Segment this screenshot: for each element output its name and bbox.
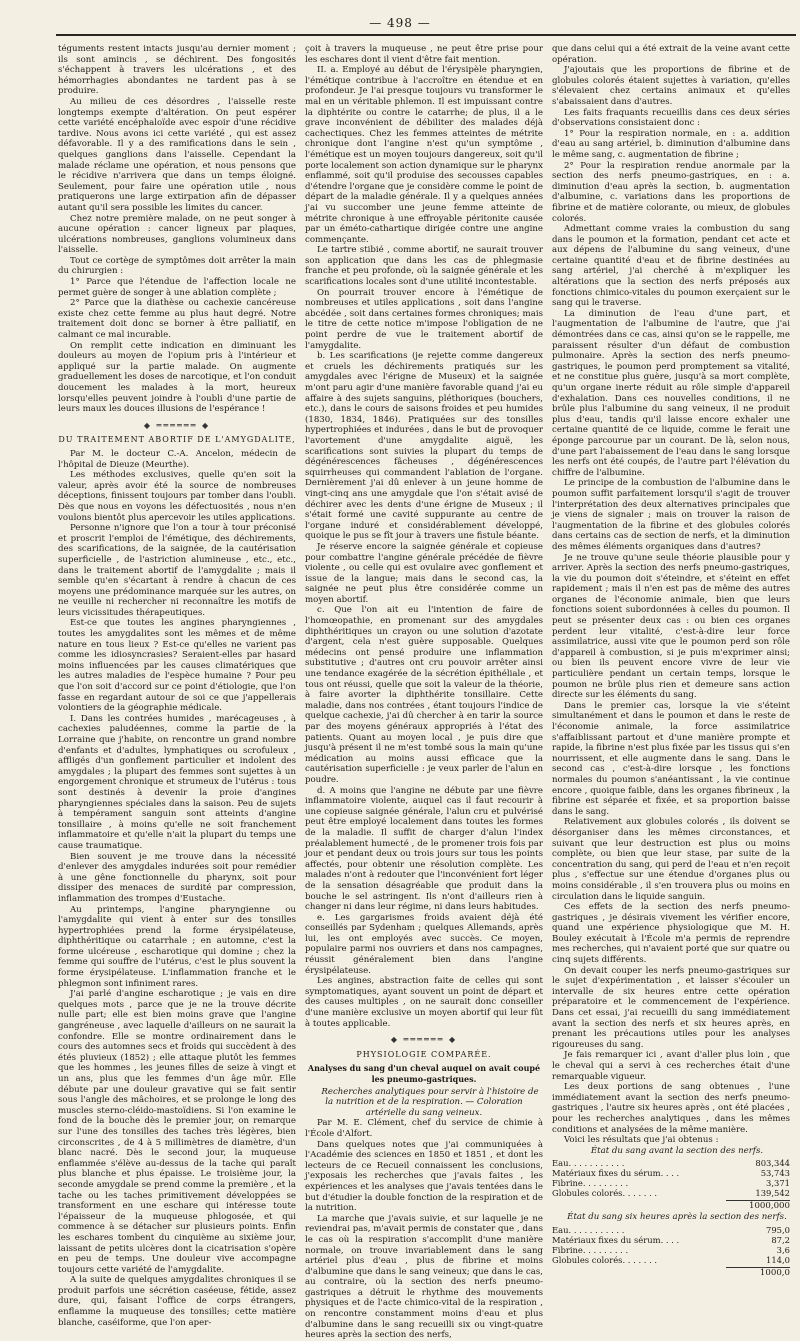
row-value: 139,542 [755, 1188, 790, 1199]
paragraph: çoit à travers la muqueuse , ne peut être prise pour les eschares dont il vient d'être fait mention. [305, 44, 543, 65]
table-caption: État du sang avant la section des nerfs. [590, 1145, 764, 1156]
row-label: Matériaux fixes du sérum. . . . [552, 1168, 680, 1179]
paragraph: I. Dans les contrées humides , marécageuses , à cachexies paludéennes, comme la partie de la Lorraine que j'habite, on rencontre un grand nombre d'enfants et d'adultes, lymphatiques ou scrofuleux , affligés d'un gonflement particulier et indolent des amygdales ; la plupart des femmes sont sujettes à un engorgement chronique et strumeux de l'utérus : tous sont destinés à devenir la proie d'angines pharyngiennes spéciales dans la saison. Peu de sujets à tempérament sanguin sont atteints d'angine tonsillaire , à moins qu'elle ne soit franchement inflammatoire et qu'elle n'ait la plupart du temps une cause traumatique. [58, 713, 296, 851]
table-row [552, 1225, 790, 1235]
paragraph: Les faits fraquants recueillis dans ces deux séries d'observations consistaient donc : [552, 107, 790, 129]
paragraph: Bien souvent je me trouve dans la nécessité d'enlever des amygdales indurées soit pour remédier à une gêne fonctionnelle du pharynx, soit pour dissiper des menaces de surdité par compression, inflammation des trompes d'Eustache. [58, 851, 296, 904]
paragraph: Dans quelques notes que j'ai communiquées à l'Académie des sciences en 1850 et 1851 , et dont les lecteurs de ce Recueil connaissent les conclusions, j'exposais les recherches que j'avais faites , les expériences et les analyses que j'avais tentées dans le but d'étudier la double fonction de la respiration et de la nutrition. [305, 1139, 543, 1214]
paragraph: A la suite de quelques amygdalites chroniques il se produit parfois une sécrétion caséeuse, fétide, assez dure, qui, faisant l'office de corps étrangers, enflamme la muqueuse des tonsilles; cette matière blanche, caséiforme, que l'on aper- [58, 1275, 296, 1328]
row-value: 87,2 [771, 1234, 790, 1245]
paragraph: Je réserve encore la saignée générale et copieuse pour combattre l'angine générale précédée de fièvre violente , ou celle qui est ovulaire avec gonflement et issue de la langue; mais dans le second cas, la saignée ne peut plus être considérée comme un moyen abortif. [305, 541, 543, 605]
paragraph: Ces effets de la section des nerfs pneumo-gastriques , je désirais vivement les vérifier encore, quand une expérience physiologique que M. H. Bouley exécutait à l'École m'a permis de reprendre mes recherches, qui n'avaient porté que sur quatre ou cinq sujets différents. [552, 902, 790, 966]
paragraph: téguments restent intacts jusqu'au dernier moment ; ils sont amincis , se déchirent. Des fongosités s'échappent à travers les ulcérations , et des hémorrhagies abondantes ne tardent pas à se produire. [58, 44, 296, 97]
paragraph: que dans celui qui a été extrait de la veine avant cette opération. [552, 44, 790, 65]
paragraph: Les angines, abstraction faite de celles qui sont symptomatiques, ayant souvent un point de départ et des causes multiples , on ne saurait donc conseiller d'une manière exclusive un moyen abortif qui leur fût à toutes applicable. [305, 976, 543, 1029]
row-label: Fibrine. . . . . . . . . [552, 1178, 629, 1189]
row-label: Matériaux fixes du sérum. . . . [552, 1234, 680, 1245]
table-caption: État du sang six heures après la section des nerfs. [567, 1211, 787, 1222]
page-number: — 498 — [369, 16, 431, 30]
paragraph: Est-ce que toutes les angines pharyngiennes , toutes les amygdalites sont les mêmes et de même nature en tous lieux ? Est-ce qu'elles ne varient pas comme les idiosyncrasies? Seraient-elles par hasard moins influencées par les causes climatériques que les autres maladies de l'espèce humaine ? Pour peu que l'on soit d'accord sur ce point d'étiologie, que l'on fasse en regardant autour de soi ce que j'appellerais volontiers de la géographie médicale. [58, 618, 296, 714]
table-row [552, 1188, 790, 1198]
paragraph: Je fais remarquer ici , avant d'aller plus loin , que le cheval qui a servi à ces recherches était d'une remarquable vigueur. [552, 1050, 790, 1082]
row-value: 53,743 [760, 1168, 790, 1179]
paragraph: 2° Parce que la diathèse ou cachexie cancéreuse existe chez cette femme au plus haut degré. Notre traitement doit donc se borner à être palliatif, en calmant ce mal incurable. [58, 298, 296, 341]
table-row [552, 1245, 790, 1255]
row-value: 803,344 [755, 1158, 790, 1169]
row-label: Eau. . . . . . . . . . . [552, 1158, 625, 1169]
row-value: 114,0 [766, 1254, 790, 1265]
table-row [552, 1178, 790, 1188]
section-separator: ◆ ══════ ◆ [390, 1035, 458, 1045]
paragraph: 1° Pour la respiration normale, en : a. addition d'eau au sang artériel, b. diminution d'albumine dans le même sang, c. augmentation de fibrine ; [552, 128, 790, 160]
paragraph: b. Les scarifications (je rejette comme dangereux et cruels les déchirements pratiqués sur les amygdales avec l'érigne de Museux) et la saignée m'ont paru agir d'une manière favorable quand j'ai eu affaire à des sujets sanguins, pléthoriques (bouchers, etc.), dans le cours de saisons froides et peu humides (1830, 1834, 1846). Pratiquées sur des tonsilles hypertrophiées et indurées , dans le but de provoquer l'avortement d'une amygdalite aiguë, les scarifications sont suivies la plupart du temps de dégénérescences fâcheuses , dégénérescences squirrheuses qui commandent l'ablation de l'organe. Dernièrement j'ai dû enlever à un jeune homme de vingt-cinq ans une amygdale que l'on s'était avisé de déchirer avec les dents d'une érigne de Museux ; il s'était formé une cavité suppurante au centre de l'organe induré et considérablement développé, quoique le pus se fît jour à travers une fistule béante. [305, 351, 543, 542]
row-label: Fibrine. . . . . . . . . [552, 1244, 629, 1255]
row-label: Eau. . . . . . . . . . . [552, 1224, 625, 1235]
column-right [552, 44, 790, 1278]
row-label: Globules colorés. . . . . . . [552, 1254, 658, 1265]
paragraph: J'ajoutais que les proportions de fibrine et de globules colorés étaient sujettes à variation, qu'elles s'élevaient chez certains animaux et qu'elles s'abaissaient dans d'autres. [552, 65, 790, 107]
paragraph: Tout ce cortège de symptômes doit arrêter la main du chirurgien : [58, 255, 296, 277]
table-row [552, 1158, 790, 1168]
paragraph: On pourrait trouver encore à l'émétique de nombreuses et utiles applications , soit dans l'angine abcédée , soit dans certaines formes chroniques; mais le titre de cette notice m'impose l'obligation de ne point perdre de vue le traitement abortif de l'amygdalite. [305, 287, 543, 351]
row-label: Globules colorés. . . . . . . [552, 1188, 658, 1199]
paragraph: Voici les résultats que j'ai obtenus : [564, 1135, 719, 1146]
row-value: 3,371 [766, 1178, 790, 1189]
paragraph: Le principe de la combustion de l'albumine dans le poumon suffit parfaitement lorsqu'il s'agit de trouver l'interprétation des deux alternatives principales que je viens de signaler ; mais on trouver la raison de l'augmentation de la fibrine et des globules colorés dans certains cas de section de nerfs, et la diminution des mêmes éléments organiques dans d'autres? [552, 478, 790, 552]
table-row [552, 1168, 790, 1178]
table-total: 1000,0 [726, 1267, 790, 1279]
row-value: 795,0 [766, 1224, 790, 1235]
byline: Par M. le docteur C.-A. Ancelon, médecin de l'hôpital de Dieuze (Meurthe). [58, 448, 296, 470]
byline: Par M. E. Clément, chef du service de chimie à l'École d'Alfort. [305, 1118, 543, 1139]
paragraph: e. Les gargarismes froids avaient déjà été conseillés par Sydenham ; quelques Allemands, après lui, les ont employés avec succès. Ce moyen, populaire parmi nos ouvriers et dans nos campagnes, réussit généralement bien dans l'angine érysipélateuse. [305, 912, 543, 976]
paragraph: 1° Parce que l'étendue de l'affection locale ne permet guère de songer à une ablation complète ; [58, 277, 296, 298]
table-total: 1000,000 [726, 1200, 790, 1212]
paragraph: Admettant comme vraies la combustion du sang dans le poumon et la formation, pendant cet acte et aux dépens de l'albumine du sang veineux, d'une certaine quantité d'eau et de fibrine destinées au sang artériel, j'ai cherché à m'expliquer les altérations que la section des nerfs préposés aux fonctions chimico-vitales du poumon exerçaient sur le sang qui le traverse. [552, 224, 790, 309]
section-title: DU TRAITEMENT ABORTIF DE L'AMYGDALITE, [58, 435, 296, 445]
paragraph: Je ne trouve qu'une seule théorie plausible pour y arriver. Après la section des nerfs pneumo-gastriques, la vie du poumon doit s'éteindre, et s'éteint en effet rapidement ; mais il n'en est pas de même des autres organes de l'économie animale, bien que leurs fonctions soient subordonnées à celles du poumon. Il peut se présenter deux cas : ou bien ces organes perdent leur vitalité, c'est-à-dire leur force assimilatrice, aussi vite que le poumon perd son rôle d'appareil à combustion, si je puis m'exprimer ainsi; ou bien ils peuvent encore vivre de leur vie particulière pendant un certain temps, lorsque le poumon ne brûle plus rien et demeure sans action directe sur les éléments du sang. [552, 552, 790, 701]
paragraph: Chez notre première malade, on ne peut songer à aucune opération : cancer ligneux par plaques, ulcérations nombreuses, ganglions volumineux dans l'aisselle. [58, 213, 296, 256]
paragraph: La marche que j'avais suivie, et sur laquelle je ne reviendrai pas, m'avait permis de constater que , dans le cas où la respiration s'accomplit d'une manière normale, on trouve invariablement dans le sang artériel plus d'eau , plus de fibrine et moins d'albumine que dans le sang veineux; que dans le cas, au contraire, où la section des nerfs pneumo-gastriques a détruit le rhythme des mouvements physiques et de l'acte chimico-vital de la respiration , on rencontre constamment moins d'eau et plus d'albumine dans le sang recueilli six ou vingt-quatre heures après la section des nerfs, [305, 1213, 543, 1341]
paragraph: On devait couper les nerfs pneumo-gastriques sur le sujet d'expérimentation , et laisser s'écouler un intervalle de six heures entre cette opération préparatoire et le commencement de l'expérience. Dans cet essai, j'ai recueilli du sang immédiatement avant la section des nerfs et six heures après, en prenant les précautions utiles pour les analyses rigoureuses du sang. [552, 965, 790, 1050]
paragraph: Au printemps, l'angine pharyngienne ou l'amygdalite qui vient à enter sur des tonsilles hypertrophiées prend la forme érysipélateuse, diphthéritique ou catarrhale ; en automne, c'est la forme ulcéreuse , escharotique qui domine ; chez la femme qui souffre de l'utérus, c'est le plus souvent la forme érysipélateuse. L'inflammation franche et le phlegmon sont infiniment rares. [58, 904, 296, 989]
paragraph: J'ai parlé d'angine escharotique ; je vais en dire quelques mots , parce que je ne la trouve décrite nulle part; elle est bien moins grave que l'angine gangréneuse , avec laquelle d'ailleurs on ne saurait la confondre. Elle se montre ordinairement dans le cours des automnes secs et froids qui succèdent à des étés pluvieux (1852) ; elle attaque plutôt les femmes que les hommes , les jeunes filles de seize à vingt et un ans, plus que les femmes d'un âge mûr. Elle débute par une douleur gravative qui se fait sentir sous l'angle des mâchoires, et se prolonge le long des muscles sterno-cléido-mastoïdiens. Si l'on examine le fond de la bouche dès le premier jour, on remarque sur l'une des tonsilles des taches très légères, bien circonscrites , de 4 à 5 millimètres de diamètre, d'un blanc nacré. Dès le second jour, la muqueuse enflammée s'élève au-dessus de la tache qui paraît plus blanche et plus épaisse. Le troisième jour, la seconde amygdale se prend comme la première , et la tache ou les taches primitivement développées se transforment en une eschare qui intéresse toute l'épaisseur de la muqueuse phlogosée, et qui commence à se détacher sur plusieurs points. Enfin les eschares tombent du cinquième au sixième jour, laissant de petits ulcères dont la cicatrisation s'opère en peu de temps. Une douleur vive accompagne toujours cette variété de l'amygdalite. [58, 989, 296, 1275]
header-rule [56, 34, 796, 36]
paragraph: Le tartre stibié , comme abortif, ne saurait trouver son application que dans les cas de phlegmasie franche et peu profonde, où la saignée générale et les scarifications locales sont d'une utilité incontestable. [305, 245, 543, 288]
paragraph: On remplit cette indication en diminuant les douleurs au moyen de l'opium pris à l'intérieur et appliqué sur la partie malade. On augmente graduellement les doses de narcotique, et l'on conduit doucement les malades à la mort, heureux lorsqu'elles peuvent joindre à l'oubli d'une partie de leurs maux les douces illusions de l'espérance ! [58, 340, 296, 415]
paragraph: Les deux portions de sang obtenues , l'une immédiatement avant la section des nerfs pneumo-gastriques , l'autre six heures après , ont été placées , pour les recherches analytiques , dans les mêmes conditions et analysées de la même manière. [552, 1082, 790, 1135]
section-separator: ◆ ══════ ◆ [143, 420, 211, 430]
paragraph: c. Que l'on ait eu l'intention de faire de l'homœopathie, en promenant sur des amygdales diphthéritiques un crayon ou une solution d'azotate d'argent, cela n'est guère supposable. Quelques médecins ont pensé produire une inflammation substitutive ; d'autres ont cru pouvoir arrêter ainsi une tendance exagérée de la sécrétion épithéliale , et tous ont réussi, quelle que soit la valeur de la théorie, à faire avorter la diphthérite tonsillaire. Cette maladie, dans nos contrées , étant toujours l'indice de quelque cachexie, j'ai dû chercher à en tarir la source par des moyens généraux appropriés à l'état des patients. Quant au moyen local , je puis dire que jusqu'à présent il ne m'est tombé sous la main qu'une médication au moins aussi efficace que la cautérisation superficielle : je veux parler de l'alun en poudre. [305, 605, 543, 785]
table-row [552, 1235, 790, 1245]
paragraph: Relativement aux globules colorés , ils doivent se désorganiser dans les mêmes circonstances, et suivant que leur destruction est plus ou moins complète, ou bien que leur stase, par suite de la concentration du sang, qui perd de l'eau et n'en reçoit plus , s'effectue sur une étendue d'organes plus ou moins considérable , il s'en trouvera plus ou moins en circulation dans le liquide sanguin. [552, 817, 790, 902]
article-subtitle: Recherches analytiques pour servir à l'histoire de la nutrition et de la respiration. — Coloration artérielle du sang veineux. [321, 1086, 539, 1118]
column-middle [305, 44, 543, 1341]
paragraph: La diminution de l'eau d'une part, et l'augmentation de l'albumine de l'autre, que j'ai démontrées dans ce cas, ainsi qu'on se le rappelle, me paraissent résulter d'un défaut de combustion pulmonaire. Après la section des nerfs pneumo-gastriques, le poumon perd promptement sa vitalité, et ne constitue plus guère, jusqu'à sa mort complète, qu'un organe inerte réduit au rôle simple d'appareil d'exhalation. Dans ces nouvelles conditions, il ne brûle plus l'albumine du sang veineux, il ne produit plus d'eau, tandis qu'il laisse encore exhaler une certaine quantité de ce liquide, comme le ferait une éponge parcourue par un courant. De là, selon nous, d'une part l'abaissement de l'eau dans le sang lorsque les nerfs ont été coupés, de l'autre part l'élévation du chiffre de l'albumine. [552, 308, 790, 478]
row-value: 3,6 [776, 1244, 790, 1255]
paragraph: II. a. Employé au début de l'érysipèle pharyngien, l'émétique contribue à l'accroître en étendue et en profondeur. Je l'ai presque toujours vu transformer le mal en un véritable phlemon. Il est impuissant contre la diphtérite ou contre le catarrhe; de plus, il a le grave inconvénient de débiliter des malades déjà cachectiques. Chez les femmes atteintes de métrite chronique dont l'angine n'est qu'un symptôme , l'émétique est un moyen toujours dangereux, soit qu'il porte localement son action dynamique sur le pharynx enflammé, soit qu'il produise des secousses capables d'étendre l'organe que je considère comme le point de départ de la maladie générale. Il y a quelques années j'ai vu succomber une jeune femme atteinte de métrite chronique à une effroyable péritonite causée par un éméto-cathartique dirigée contre une angine commençante. [305, 65, 543, 245]
blood-table-after [552, 1225, 790, 1265]
blood-table-before [552, 1158, 790, 1198]
paragraph: Personne n'ignore que l'on a tour à tour préconisé et proscrit l'emploi de l'émétique, des déchirements, des scarifications, de la saignée, de la cautérisation superficielle , de l'astriction alumineuse , etc., etc., dans le traitement abortif de l'amygdalite ; mais il semble qu'en s'écartant à rendre à chacun de ces moyens une prédominance marquée sur les autres, on ne veuille ni rechercher ni reconnaître les motifs de leurs vicissitudes thérapeutiques. [58, 523, 296, 618]
paragraph: Au milieu de ces désordres , l'aisselle reste longtemps exempte d'altération. On peut espérer cette variété encéphaloïde avec espoir d'une récidive tardive. Nous avons ici cette variété , qui est assez défavorable. Il y a des ramifications dans le sein , quelques ganglions dans l'aisselle. Cependant la malade réclame une opération, et nous pensons que le récidive n'arrivera que dans un temps éloigné. Seulement, pour faire une opération utile , nous pratiquerons une large extirpation afin de dépasser autant qu'il sera possible les limites du cancer. [58, 96, 296, 213]
article-title: Analyses du sang d'un cheval auquel on avait coupé les pneumo-gastriques. [307, 1063, 541, 1084]
column-left [58, 44, 296, 1328]
paragraph: Les méthodes exclusives, quelle qu'en soit la valeur, après avoir été la source de nombreuses déceptions, finissent toujours par tomber dans l'oubli. Dès que nous en voyons les défectuosités , nous n'en voulons bientôt plus apercevoir les utiles applications. [58, 470, 296, 523]
section-title: PHYSIOLOGIE COMPARÉE. [356, 1049, 492, 1059]
paragraph: Dans le premier cas, lorsque la vie s'éteint simultanément et dans le poumon et dans le reste de l'économie animale, la force assimilatrice s'affaiblissant partout et d'une manière prompte et rapide, la fibrine n'est plus fixée par les tissus qui s'en nourrissent, et elle augmente dans le sang. Dans le second cas , c'est-à-dire lorsque , les fonctions normales du poumon s'anéantissant , la vie continue encore , quoique faible, dans les organes fibrineux , la fibrine est séparée et fixée, et sa proportion baisse dans le sang. [552, 700, 790, 817]
paragraph: d. A moins que l'angine ne débute par une fièvre inflammatoire violente, auquel cas il faut recourir à une copieuse saignée générale, l'alun cru et pulvérisé peut être employé localement dans toutes les formes de la maladie. Il suffit de charger d'alun l'index préalablement humecté , de le promener trois fois par jour et pendant deux ou trois jours sur tous les points affectés, pour obtenir une résolution complète. Les malades n'ont à redouter que l'inconvénient fort léger de la sensation désagréable que produit dans la bouche le sel astringent. Ils n'ont d'ailleurs rien à changer ni dans leur régime, ni dans leurs habitudes. [305, 785, 543, 913]
table-row [552, 1255, 790, 1265]
paragraph: 2° Pour la respiration rendue anormale par la section des nerfs pneumo-gastriques, en : a. diminution d'eau après la section, b. augmentation d'albumine, c. variations dans les proportions de fibrine et de matière colorante, ou mieux, de globules colorés. [552, 160, 790, 224]
